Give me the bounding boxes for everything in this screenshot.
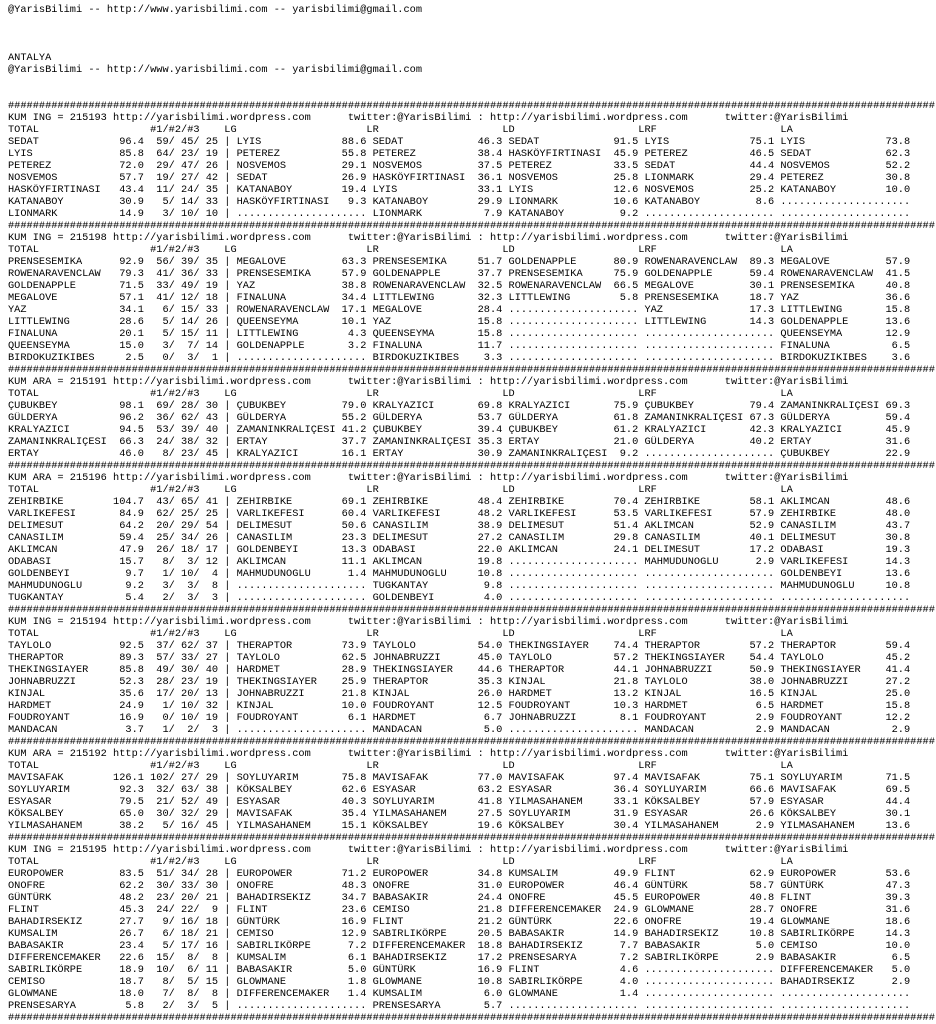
table-row: PRENSESARYA 5.8 2/ 3/ 5 | ..................... PRENSESARYA 5.7 ..................... ..................... ..................... bbox=[8, 1000, 911, 1012]
section-header: KUM ARA = 215191 http://yarisbilimi.wordpress.com twitter:@YarisBilimi : http://yarisbilimi.wordpress.com twitter:@YarisBilimi bbox=[8, 376, 849, 388]
table-row: HASKÖYFIRTINASI 43.4 11/ 24/ 35 | KATANABOY 19.4 LYIS 33.1 LYIS 12.6 NOSVEMOS 25.2 KATANABOY 10.0 bbox=[8, 184, 911, 196]
race-sections bbox=[8, 100, 936, 1024]
section-separator: ###################################################################################################################################################### bbox=[8, 832, 935, 844]
section-separator: ###################################################################################################################################################### bbox=[8, 736, 935, 748]
table-row: LYIS 85.8 64/ 23/ 19 | PETEREZ 55.8 PETEREZ 38.4 HASKÖYFIRTINASI 45.9 PETEREZ 46.5 SEDAT 62.3 bbox=[8, 148, 911, 160]
section-separator: ###################################################################################################################################################### bbox=[8, 1012, 935, 1024]
table-row: DIFFERENCEMAKER 22.6 15/ 8/ 8 | KUMSALIM 6.1 BAHADIRSEKIZ 17.2 PRENSESARYA 7.2 SABIRLIKÖRPE 2.9 BABASAKIR 6.5 bbox=[8, 952, 911, 964]
table-row: THEKINGSIAYER 85.8 49/ 30/ 40 | HARDMET 28.9 THEKINGSIAYER 44.6 THERAPTOR 44.1 JOHNABRUZZI 50.9 THEKINGSIAYER 41.4 bbox=[8, 664, 911, 676]
blank-line bbox=[8, 28, 936, 40]
blank-line bbox=[8, 88, 936, 100]
table-row: PETEREZ 72.0 29/ 47/ 26 | NOSVEMOS 29.1 NOSVEMOS 37.5 PETEREZ 33.5 SEDAT 44.4 NOSVEMOS 52.2 bbox=[8, 160, 911, 172]
table-row: GOLDENAPPLE 71.5 33/ 49/ 19 | YAZ 38.8 ROWENARAVENCLAW 32.5 ROWENARAVENCLAW 66.5 MEGALOVE 30.1 PRENSESEMIKA 40.8 bbox=[8, 280, 911, 292]
section-separator: ###################################################################################################################################################### bbox=[8, 364, 935, 376]
section-separator: ###################################################################################################################################################### bbox=[8, 100, 935, 112]
column-header-row: TOTAL #1/#2/#3 LG LR LD LRF LA bbox=[8, 856, 793, 868]
column-header-row: TOTAL #1/#2/#3 LG LR LD LRF LA bbox=[8, 388, 793, 400]
table-row: GOLDENBEYI 9.7 1/ 10/ 4 | MAHMUDUNOGLU 1.4 MAHMUDUNOGLU 10.8 ..................... ..................... GOLDENBEYI 13.6 bbox=[8, 568, 911, 580]
table-row: GLOWMANE 18.0 7/ 8/ 8 | DIFFERENCEMAKER 1.4 KUMSALIM 6.0 GLOWMANE 1.4 ..................... ..................... bbox=[8, 988, 911, 1000]
column-header-row: TOTAL #1/#2/#3 LG LR LD LRF LA bbox=[8, 628, 793, 640]
section-header: KUM ING = 215194 http://yarisbilimi.wordpress.com twitter:@YarisBilimi : http://yarisbilimi.wordpress.com twitter:@YarisBilimi bbox=[8, 616, 849, 628]
table-row: BIRDOKUZIKIBES 2.5 0/ 3/ 1 | ..................... BIRDOKUZIKIBES 3.3 ..................... ..................... BIRDOKUZIKIBES 3.6 bbox=[8, 352, 911, 364]
table-row: ÇUBUKBEY 98.1 69/ 28/ 30 | ÇUBUKBEY 79.0 KRALYAZICI 69.8 KRALYAZICI 75.9 ÇUBUKBEY 79.4 ZAMANINKRALIÇESI 69.3 bbox=[8, 400, 911, 412]
table-row: LITTLEWING 28.6 5/ 14/ 26 | QUEENSEYMA 10.1 YAZ 15.8 ..................... LITTLEWING 14.3 GOLDENAPPLE 13.6 bbox=[8, 316, 911, 328]
column-header-row: TOTAL #1/#2/#3 LG LR LD LRF LA bbox=[8, 484, 793, 496]
table-row: YILMASAHANEM 38.2 5/ 16/ 45 | YILMASAHANEM 15.1 KÖKSALBEY 19.6 KÖKSALBEY 30.4 YILMASAHANEM 2.9 YILMASAHANEM 13.6 bbox=[8, 820, 911, 832]
table-row: ODABASI 15.7 8/ 3/ 12 | AKLIMCAN 11.1 AKLIMCAN 19.8 ..................... MAHMUDUNOGLU 2.9 VARLIKEFESI 14.3 bbox=[8, 556, 911, 568]
section-separator: ###################################################################################################################################################### bbox=[8, 220, 935, 232]
table-row: TAYLOLO 92.5 37/ 62/ 37 | THERAPTOR 73.9 TAYLOLO 54.0 THEKINGSIAYER 74.4 THERAPTOR 57.2 THERAPTOR 59.4 bbox=[8, 640, 911, 652]
section-separator: ###################################################################################################################################################### bbox=[8, 460, 935, 472]
table-row: KINJAL 35.6 17/ 20/ 13 | JOHNABRUZZI 21.8 KINJAL 26.0 HARDMET 13.2 KINJAL 16.5 KINJAL 25.0 bbox=[8, 688, 911, 700]
table-row: MAHMUDUNOGLU 9.2 3/ 3/ 8 | ..................... TUGKANTAY 9.8 ..................... ..................... MAHMUDUNOGLU 10.8 bbox=[8, 580, 911, 592]
table-row: ESYASAR 79.5 21/ 52/ 49 | ESYASAR 40.3 SOYLUYARIM 41.8 YILMASAHANEM 33.1 KÖKSALBEY 57.9 ESYASAR 44.4 bbox=[8, 796, 911, 808]
section-header: KUM ARA = 215192 http://yarisbilimi.wordpress.com twitter:@YarisBilimi : http://yarisbilimi.wordpress.com twitter:@YarisBilimi bbox=[8, 748, 849, 760]
blank-line bbox=[8, 40, 936, 52]
city-title: ANTALYA bbox=[8, 52, 52, 64]
table-row: JOHNABRUZZI 52.3 28/ 23/ 19 | THEKINGSIAYER 25.9 THERAPTOR 35.3 KINJAL 21.8 TAYLOLO 38.0 JOHNABRUZZI 27.2 bbox=[8, 676, 911, 688]
table-row: KATANABOY 30.9 5/ 14/ 33 | HASKÖYFIRTINASI 9.3 KATANABOY 29.9 LIONMARK 10.6 KATANABOY 8.6 ..................... bbox=[8, 196, 911, 208]
section-separator: ###################################################################################################################################################### bbox=[8, 604, 935, 616]
table-row: EUROPOWER 83.5 51/ 34/ 28 | EUROPOWER 71.2 EUROPOWER 34.8 KUMSALIM 49.9 FLINT 62.9 EUROPOWER 53.6 bbox=[8, 868, 911, 880]
table-row: HARDMET 24.9 1/ 10/ 32 | KINJAL 10.0 FOUDROYANT 12.5 FOUDROYANT 10.3 HARDMET 6.5 HARDMET 15.8 bbox=[8, 700, 911, 712]
section-header: KUM ING = 215195 http://yarisbilimi.wordpress.com twitter:@YarisBilimi : http://yarisbilimi.wordpress.com twitter:@YarisBilimi bbox=[8, 844, 849, 856]
table-row: FLINT 45.3 24/ 22/ 9 | FLINT 23.6 CEMISO 21.8 DIFFERENCEMAKER 24.9 GLOWMANE 28.7 ONOFRE 31.6 bbox=[8, 904, 911, 916]
table-row: CEMISO 18.7 8/ 5/ 15 | GLOWMANE 1.8 GLOWMANE 10.8 SABIRLIKÖRPE 4.0 ..................... BAHADIRSEKIZ 2.9 bbox=[8, 976, 911, 988]
table-row: KUMSALIM 26.7 6/ 18/ 21 | CEMISO 12.9 SABIRLIKÖRPE 20.5 BABASAKIR 14.9 BAHADIRSEKIZ 10.8 SABIRLIKÖRPE 14.3 bbox=[8, 928, 911, 940]
table-row: BAHADIRSEKIZ 27.7 9/ 16/ 18 | GÜNTÜRK 16.9 FLINT 21.2 GÜNTÜRK 22.6 ONOFRE 19.4 GLOWMANE 18.6 bbox=[8, 916, 911, 928]
column-header-row: TOTAL #1/#2/#3 LG LR LD LRF LA bbox=[8, 244, 793, 256]
section-header: KUM ARA = 215196 http://yarisbilimi.wordpress.com twitter:@YarisBilimi : http://yarisbilimi.wordpress.com twitter:@YarisBilimi bbox=[8, 472, 849, 484]
table-row: BABASAKIR 23.4 5/ 17/ 16 | SABIRLIKÖRPE 7.2 DIFFERENCEMAKER 18.8 BAHADIRSEKIZ 7.7 BABASAKIR 5.0 CEMISO 10.0 bbox=[8, 940, 911, 952]
table-row: DELIMESUT 64.2 20/ 29/ 54 | DELIMESUT 50.6 CANASILIM 38.9 DELIMESUT 51.4 AKLIMCAN 52.9 CANASILIM 43.7 bbox=[8, 520, 911, 532]
table-row: YAZ 34.1 6/ 15/ 33 | ROWENARAVENCLAW 17.1 MEGALOVE 28.4 ..................... YAZ 17.3 LITTLEWING 15.8 bbox=[8, 304, 911, 316]
table-row: ZEHIRBIKE 104.7 43/ 65/ 41 | ZEHIRBIKE 69.1 ZEHIRBIKE 48.4 ZEHIRBIKE 70.4 ZEHIRBIKE 58.1 AKLIMCAN 48.6 bbox=[8, 496, 911, 508]
table-row: AKLIMCAN 47.9 26/ 18/ 17 | GOLDENBEYI 13.3 ODABASI 22.0 AKLIMCAN 24.1 DELIMESUT 17.2 ODABASI 19.3 bbox=[8, 544, 911, 556]
table-row: MEGALOVE 57.1 41/ 12/ 18 | FINALUNA 34.4 LITTLEWING 32.3 LITTLEWING 5.8 PRENSESEMIKA 18.7 YAZ 36.6 bbox=[8, 292, 911, 304]
table-row: ONOFRE 62.2 30/ 33/ 30 | ONOFRE 48.3 ONOFRE 31.0 EUROPOWER 46.4 GÜNTÜRK 58.7 GÜNTÜRK 47.3 bbox=[8, 880, 911, 892]
table-row: SEDAT 96.4 59/ 45/ 25 | LYIS 88.6 SEDAT 46.3 SEDAT 91.5 LYIS 75.1 LYIS 73.8 bbox=[8, 136, 911, 148]
table-row: KÖKSALBEY 65.0 30/ 32/ 29 | MAVISAFAK 35.4 YILMASAHANEM 27.5 SOYLUYARIM 31.9 ESYASAR 26.6 KÖKSALBEY 30.1 bbox=[8, 808, 911, 820]
table-row: SABIRLIKÖRPE 18.9 10/ 6/ 11 | BABASAKIR 5.0 GÜNTÜRK 16.9 FLINT 4.6 ..................... DIFFERENCEMAKER 5.0 bbox=[8, 964, 911, 976]
table-row: THERAPTOR 89.3 57/ 33/ 27 | TAYLOLO 62.5 JOHNABRUZZI 45.0 TAYLOLO 57.2 THEKINGSIAYER 54.4 TAYLOLO 45.2 bbox=[8, 652, 911, 664]
table-row: MANDACAN 3.7 1/ 2/ 3 | ..................... MANDACAN 5.0 ..................... MANDACAN 2.9 MANDACAN 2.9 bbox=[8, 724, 911, 736]
table-row: VARLIKEFESI 84.9 62/ 25/ 25 | VARLIKEFESI 60.4 VARLIKEFESI 48.2 VARLIKEFESI 53.5 VARLIKEFESI 57.9 ZEHIRBIKE 48.0 bbox=[8, 508, 911, 520]
table-row: LIONMARK 14.9 3/ 10/ 10 | ..................... LIONMARK 7.9 KATANABOY 9.2 ..................... ..................... bbox=[8, 208, 911, 220]
section-header: KUM ING = 215193 http://yarisbilimi.wordpress.com twitter:@YarisBilimi : http://yarisbilimi.wordpress.com twitter:@YarisBilimi bbox=[8, 112, 849, 124]
column-header-row: TOTAL #1/#2/#3 LG LR LD LRF LA bbox=[8, 760, 793, 772]
table-row: GÜLDERYA 96.2 36/ 62/ 43 | GÜLDERYA 55.2 GÜLDERYA 53.7 GÜLDERYA 61.8 ZAMANINKRALIÇESI 67.3 GÜLDERYA 59.4 bbox=[8, 412, 911, 424]
table-row: ERTAY 46.0 8/ 23/ 45 | KRALYAZICI 16.1 ERTAY 30.9 ZAMANINKRALIÇESI 9.2 ..................... ÇUBUKBEY 22.9 bbox=[8, 448, 911, 460]
table-row: ROWENARAVENCLAW 79.3 41/ 36/ 33 | PRENSESEMIKA 57.9 GOLDENAPPLE 37.7 PRENSESEMIKA 75.9 GOLDENAPPLE 59.4 ROWENARAVENCLAW 41.5 bbox=[8, 268, 911, 280]
table-row: ZAMANINKRALIÇESI 66.3 24/ 38/ 32 | ERTAY 37.7 ZAMANINKRALIÇESI 35.3 ERTAY 21.0 GÜLDERYA 40.2 ERTAY 31.6 bbox=[8, 436, 911, 448]
table-row: CANASILIM 59.4 25/ 34/ 26 | CANASILIM 23.3 DELIMESUT 27.2 CANASILIM 29.8 CANASILIM 40.1 DELIMESUT 30.8 bbox=[8, 532, 911, 544]
blank-line bbox=[8, 76, 936, 88]
table-row: PRENSESEMIKA 92.9 56/ 39/ 35 | MEGALOVE 63.3 PRENSESEMIKA 51.7 GOLDENAPPLE 80.9 ROWENARAVENCLAW 89.3 MEGALOVE 57.9 bbox=[8, 256, 911, 268]
section-header: KUM ING = 215198 http://yarisbilimi.wordpress.com twitter:@YarisBilimi : http://yarisbilimi.wordpress.com twitter:@YarisBilimi bbox=[8, 232, 849, 244]
column-header-row: TOTAL #1/#2/#3 LG LR LD LRF LA bbox=[8, 124, 793, 136]
table-row: QUEENSEYMA 15.0 3/ 7/ 14 | GOLDENAPPLE 3.2 FINALUNA 11.7 ..................... ..................... FINALUNA 6.5 bbox=[8, 340, 911, 352]
table-row: NOSVEMOS 57.7 19/ 27/ 42 | SEDAT 26.9 HASKÖYFIRTINASI 36.1 NOSVEMOS 25.8 LIONMARK 29.4 PETEREZ 30.8 bbox=[8, 172, 911, 184]
signature-line: @YarisBilimi -- http://www.yarisbilimi.com -- yarisbilimi@gmail.com bbox=[8, 64, 423, 76]
blank-line bbox=[8, 16, 936, 28]
table-row: FOUDROYANT 16.9 0/ 10/ 19 | FOUDROYANT 6.1 HARDMET 6.7 JOHNABRUZZI 8.1 FOUDROYANT 2.9 FOUDROYANT 12.2 bbox=[8, 712, 911, 724]
table-row: SOYLUYARIM 92.3 32/ 63/ 38 | KÖKSALBEY 62.6 ESYASAR 63.2 ESYASAR 36.4 SOYLUYARIM 66.6 MAVISAFAK 69.5 bbox=[8, 784, 911, 796]
table-row: GÜNTÜRK 48.2 23/ 20/ 21 | BAHADIRSEKIZ 34.7 BABASAKIR 24.4 ONOFRE 45.5 EUROPOWER 40.8 FLINT 39.3 bbox=[8, 892, 911, 904]
signature-line: @YarisBilimi -- http://www.yarisbilimi.com -- yarisbilimi@gmail.com bbox=[8, 4, 423, 16]
table-row: TUGKANTAY 5.4 2/ 3/ 3 | ..................... GOLDENBEYI 4.0 ..................... ..................... ..................... bbox=[8, 592, 911, 604]
table-row: KRALYAZICI 94.5 53/ 39/ 40 | ZAMANINKRALIÇESI 41.2 ÇUBUKBEY 39.4 ÇUBUKBEY 61.2 KRALYAZICI 42.3 KRALYAZICI 45.9 bbox=[8, 424, 911, 436]
table-row: MAVISAFAK 126.1 102/ 27/ 29 | SOYLUYARIM 75.8 MAVISAFAK 77.0 MAVISAFAK 97.4 MAVISAFAK 75.1 SOYLUYARIM 71.5 bbox=[8, 772, 911, 784]
table-row: FINALUNA 20.1 5/ 15/ 11 | LITTLEWING 4.3 QUEENSEYMA 15.8 ..................... ..................... QUEENSEYMA 12.9 bbox=[8, 328, 911, 340]
